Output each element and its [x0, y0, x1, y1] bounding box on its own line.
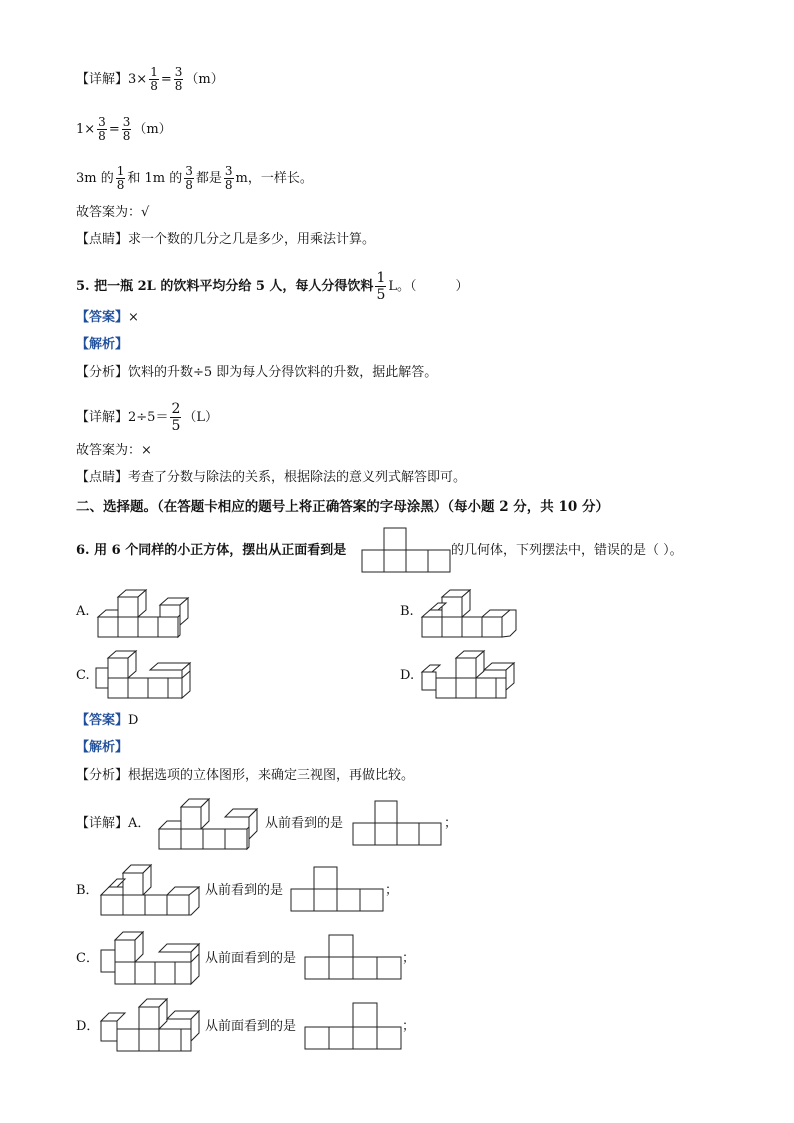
q5-analysis-tag: 【解析】 — [76, 337, 129, 352]
fraction: $\frac{1}{8}$ — [150, 65, 158, 93]
q6-fenxi: 【分析】根据选项的立体图形，来确定三视图，再做比较。 — [76, 768, 415, 783]
semicolon: ； — [444, 816, 458, 831]
fraction: $\frac{3}{8}$ — [122, 115, 131, 143]
option-b-cubes — [420, 584, 520, 640]
fraction: $\frac{1}{8}$ — [116, 164, 125, 192]
q4-tip-line: 【点睛】求一个数的几分之几是多少，用乘法计算。 — [76, 232, 376, 247]
detail-a-cubes — [157, 795, 263, 853]
detail-tag: 【详解】 — [76, 72, 129, 87]
q4-answer-line: 故答案为：√ — [76, 205, 150, 220]
q6-detail-c-label: C． — [76, 951, 99, 966]
detail-a-front-view — [352, 800, 446, 848]
q4-detail-line3: 3m 的 $\frac{1}{8}$ 和 1m 的 $\frac{3}{8}$ 都是 $\frac{3}{8}$ m，一样长。 — [76, 164, 313, 192]
fraction: $\frac{3}{8}$ — [174, 65, 183, 93]
q6-detail-c-text: 从前面看到的是 — [205, 951, 297, 966]
q6-detail-b-label: B． — [76, 883, 99, 898]
fraction: $\frac{3}{8}$ — [98, 115, 106, 143]
fraction: $\frac{2}{5}$ — [171, 401, 181, 434]
q6-analysis-tag: 【解析】 — [76, 740, 129, 755]
option-d-cubes — [418, 648, 522, 706]
detail-b-front-view — [289, 866, 387, 914]
q5-tip: 【点睛】考查了分数与除法的关系，根据除法的意义列式解答即可。 — [76, 470, 467, 485]
front-view-figure — [360, 527, 452, 575]
q5-fenxi: 【分析】饮料的升数÷5 即为每人分得饮料的升数，据此解答。 — [76, 365, 438, 380]
q4-detail-line1: 【详解】3× $\frac{1}{8}$ = $\frac{3}{8}$ （m） — [76, 65, 224, 93]
fraction: $\frac{3}{8}$ — [185, 164, 193, 192]
q6-detail-d-label: D． — [76, 1019, 100, 1034]
detail-c-front-view — [304, 934, 404, 982]
tip-tag: 【点睛】 — [76, 232, 129, 247]
option-b-label: B. — [400, 604, 414, 619]
q6-answer: 【答案】D — [76, 713, 139, 728]
option-a-label: A. — [76, 604, 90, 619]
option-d-label: D. — [400, 668, 415, 683]
q5-answer: 【答案】× — [76, 310, 139, 325]
q5-detail: 【详解】2÷5＝ $\frac{2}{5}$ （L） — [76, 401, 219, 434]
q6-detail-a-label: 【详解】A． — [76, 816, 151, 831]
q5-answer-line: 故答案为：× — [76, 443, 152, 458]
q6-detail-d-text: 从前面看到的是 — [205, 1019, 297, 1034]
q6-stem-post: 的几何体，下列摆法中，错误的是（ ）。 — [451, 543, 683, 558]
q6-stem-pre: 6. 用 6 个同样的小正方体，摆出从正面看到是 — [76, 543, 347, 558]
detail-d-cubes — [99, 997, 205, 1057]
semicolon: ； — [385, 883, 399, 898]
q5-stem: 5. 把一瓶 2L 的饮料平均分给 5 人，每人分得饮料 $\frac{1}{5}$ L。（ ） — [76, 270, 469, 303]
semicolon: ； — [402, 951, 416, 966]
option-c-cubes — [94, 648, 198, 706]
option-c-label: C. — [76, 668, 90, 683]
option-a-cubes — [96, 585, 192, 639]
fraction: $\frac{3}{8}$ — [224, 164, 233, 192]
q6-detail-b-text: 从前看到的是 — [205, 883, 284, 898]
detail-b-cubes — [99, 861, 205, 919]
fraction: $\frac{1}{5}$ — [376, 270, 386, 303]
detail-d-front-view — [304, 1002, 404, 1052]
detail-c-cubes — [99, 930, 205, 988]
semicolon: ； — [402, 1019, 416, 1034]
q4-detail-line2: 1× $\frac{3}{8}$ = $\frac{3}{8}$ （m） — [76, 115, 172, 143]
answer-tag: 【答案】 — [76, 310, 129, 325]
q6-detail-a-text: 从前看到的是 — [265, 816, 344, 831]
section-heading: 二、选择题。（在答题卡相应的题号上将正确答案的字母涂黑）（每小题 2 分，共 10 分） — [76, 499, 609, 515]
